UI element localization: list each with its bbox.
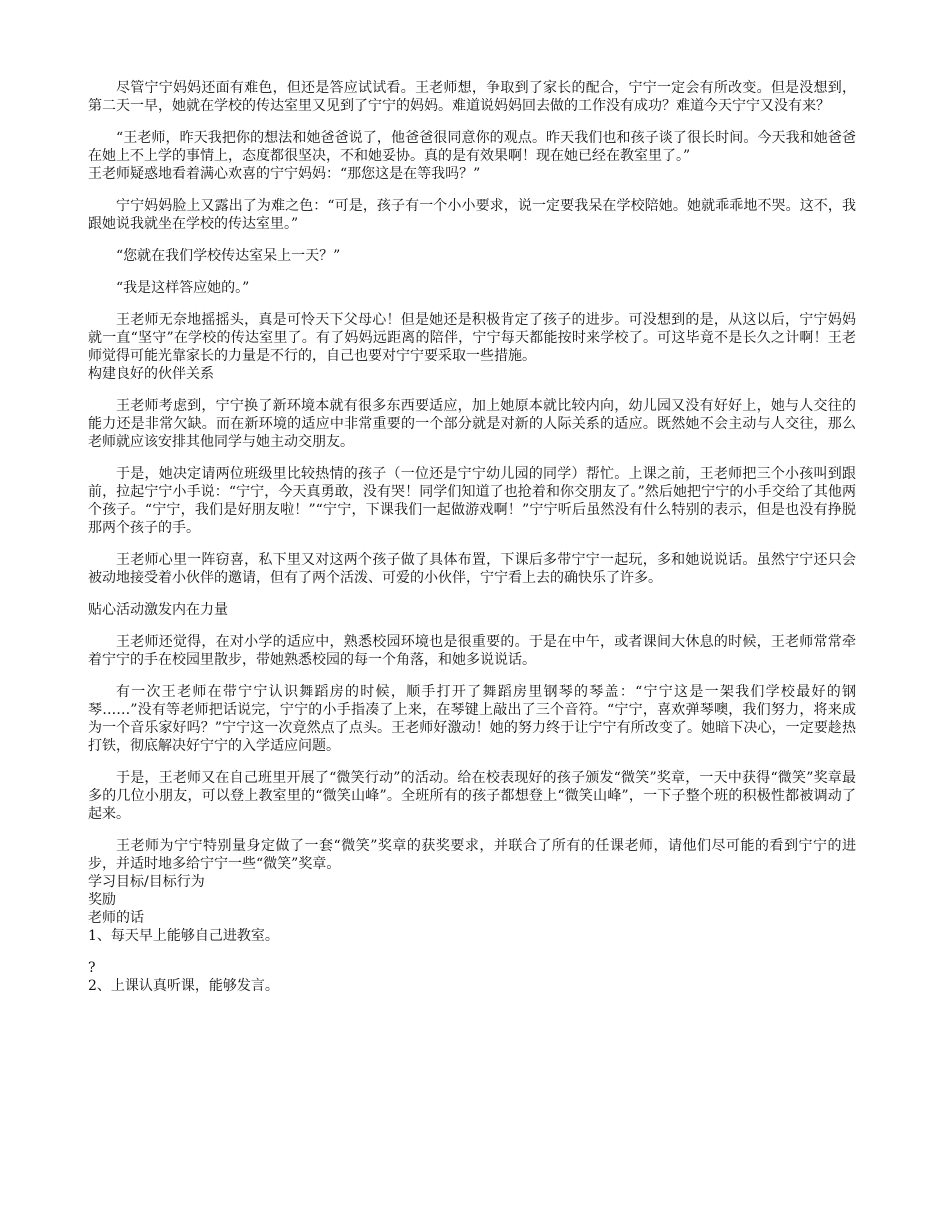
paragraph-7: 王老师无奈地摇摇头，真是可怜天下父母心！但是她还是积极肯定了孩子的进步。可没想到的是，从这以后，宁宁妈妈就一直“坚守”在学校的传达室里了。有了妈妈远距离的陪伴，宁宁每天都能按时来学校了。可这毕竟不是长久之计啊！王老师觉得可能光靠家长的力量是不行的，自己也要对宁宁要采取一些措施。	[88, 312, 856, 364]
section-heading-2: 贴心活动激发内在力量	[88, 602, 228, 618]
reward-placeholder: ?	[88, 960, 96, 976]
paragraph-13: 于是，王老师又在自己班里开展了“微笑行动”的活动。给在校表现好的孩子颁发“微笑”奖章，一天中获得“微笑”奖章最多的几位小朋友，可以登上教室里的“微笑山峰”。全班所有的孩子都想登上“微笑山峰”，一下子整个班的积极性都被调动了起来。	[88, 770, 856, 822]
table-header-goal: 学习目标/目标行为	[88, 874, 205, 890]
paragraph-6: “我是这样答应她的。”	[116, 280, 250, 296]
paragraph-1: 尽管宁宁妈妈还面有难色，但还是答应试试看。王老师想，争取到了家长的配合，宁宁一定会有所改变。但是没想到，第二天一早，她就在学校的传达室里又见到了宁宁的妈妈。难道说妈妈回去做的工作没有成功？难道今天宁宁又没有来？	[88, 80, 856, 114]
paragraph-14: 王老师为宁宁特别量身定做了一套“微笑”奖章的获奖要求，并联合了所有的任课老师，请他们尽可能的看到宁宁的进步，并适时地多给宁宁一些“微笑”奖章。	[88, 838, 856, 872]
goal-item-1: 1、每天早上能够自己进教室。	[88, 928, 279, 944]
paragraph-12: 有一次王老师在带宁宁认识舞蹈房的时候，顺手打开了舞蹈房里钢琴的琴盖：“宁宁这是一架我们学校最好的钢琴……”没有等老师把话说完，宁宁的小手指凑了上来，在琴键上敲出了三个音符。“宁宁，喜欢弹琴噢，我们努力，将来成为一个音乐家好吗？”宁宁这一次竟然点了点头。王老师好激动！她的努力终于让宁宁有所改变了。她暗下决心，一定要趁热打铁，彻底解决好宁宁的入学适应问题。	[88, 684, 856, 754]
paragraph-5: “您就在我们学校传达室呆上一天？”	[116, 248, 341, 264]
goal-item-2: 2、上课认真听课，能够发言。	[88, 978, 279, 994]
table-header-teacher-words: 老师的话	[88, 910, 144, 926]
paragraph-3: 王老师疑惑地看着满心欢喜的宁宁妈妈：“那您这是在等我吗？”	[88, 166, 481, 182]
paragraph-8: 王老师考虑到，宁宁换了新环境本就有很多东西要适应，加上她原本就比较内向，幼儿园又没有好好上，她与人交往的能力还是非常欠缺。而在新环境的适应中非常重要的一个部分就是对新的人际关系的适应。既然她不会主动与人交往，那么老师就应该安排其他同学与她主动交朋友。	[88, 398, 856, 450]
table-header-reward: 奖励	[88, 892, 116, 908]
paragraph-10: 王老师心里一阵窃喜，私下里又对这两个孩子做了具体布置，下课后多带宁宁一起玩，多和她说说话。虽然宁宁还只会被动地接受着小伙伴的邀请，但有了两个活泼、可爱的小伙伴，宁宁看上去的确快乐了许多。	[88, 552, 856, 586]
paragraph-11: 王老师还觉得，在对小学的适应中，熟悉校园环境也是很重要的。于是在中午，或者课间大休息的时候，王老师常常牵着宁宁的手在校园里散步，带她熟悉校园的每一个角落，和她多说说话。	[88, 634, 856, 668]
paragraph-4: 宁宁妈妈脸上又露出了为难之色：“可是，孩子有一个小小要求，说一定要我呆在学校陪她。她就乖乖地不哭。这不，我跟她说我就坐在学校的传达室里。”	[88, 198, 856, 232]
paragraph-2: “王老师，昨天我把你的想法和她爸爸说了，他爸爸很同意你的观点。昨天我们也和孩子谈了很长时间。今天我和她爸爸在她上不上学的事情上，态度都很坚决，不和她妥协。真的是有效果啊！现在她已经在教室里了。”	[88, 130, 856, 164]
document-body	[88, 79, 856, 995]
paragraph-9: 于是，她决定请两位班级里比较热情的孩子（一位还是宁宁幼儿园的同学）帮忙。上课之前，王老师把三个小孩叫到跟前，拉起宁宁小手说：“宁宁，今天真勇敢，没有哭！同学们知道了也抢着和你交朋友了。”然后她把宁宁的小手交给了其他两个孩子。“宁宁，我们是好朋友啦！”“宁宁，下课我们一起做游戏啊！”宁宁听后虽然没有什么特别的表示，但是也没有挣脱那两个孩子的手。	[88, 466, 856, 536]
section-heading-1: 构建良好的伙伴关系	[88, 366, 214, 382]
